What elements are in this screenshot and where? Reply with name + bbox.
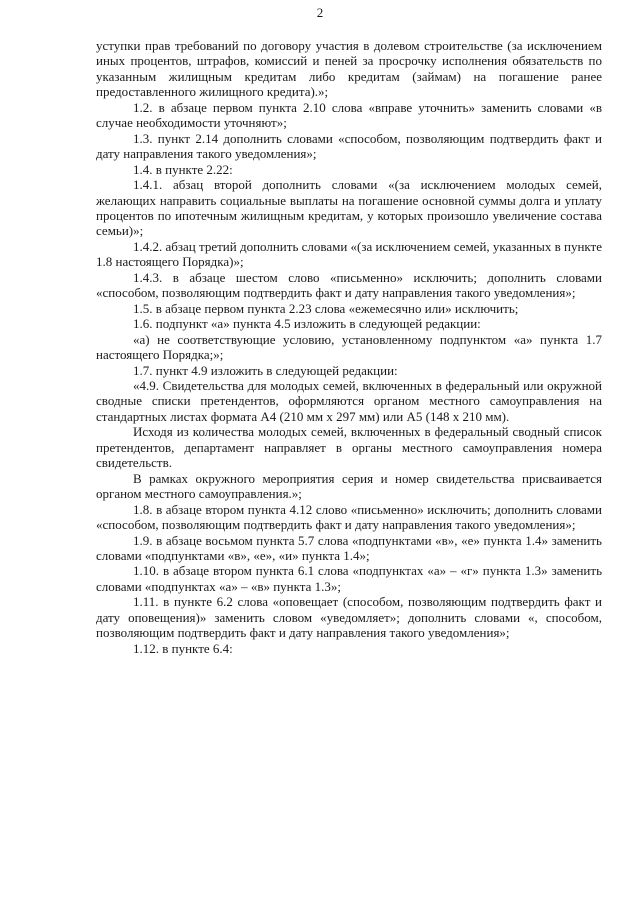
document-body [96, 38, 602, 656]
paragraph: 1.10. в абзаце втором пункта 6.1 слова «подпунктах «а» – «г» пункта 1.3» заменить словами «подпунктах «а» – «в» пункта 1.3»; [96, 563, 602, 594]
paragraph: 1.4.1. абзац второй дополнить словами «(за исключением молодых семей, желающих направить социальные выплаты на погашение основной суммы долга и уплату процентов по ипотечным жилищным кредитам, у которых произошло увеличение состава семьи)»; [96, 177, 602, 239]
paragraph: 1.9. в абзаце восьмом пункта 5.7 слова «подпунктами «в», «е» пункта 1.4» заменить словами «подпунктами «в», «е», «и» пункта 1.4»; [96, 532, 602, 563]
paragraph: «а) не соответствующие условию, установленному подпунктом «а» пункта 1.7 настоящего Порядка;»; [96, 331, 602, 363]
paragraph: 1.7. пункт 4.9 изложить в следующей редакции: [133, 362, 398, 378]
paragraph: Исходя из количества молодых семей, включенных в федеральный сводный список претендентов, департамент направляет в органы местного самоуправления номера свидетельств. [96, 424, 602, 471]
paragraph: 1.4.3. в абзаце шестом слово «письменно» исключить; дополнить словами «способом, позволяющим подтвердить факт и дату направления такого уведомления»; [96, 269, 602, 301]
paragraph: 1.4.2. абзац третий дополнить словами «(за исключением семей, указанных в пункте 1.8 настоящего Порядка)»; [96, 238, 602, 270]
paragraph: 1.3. пункт 2.14 дополнить словами «способом, позволяющим подтвердить факт и дату направления такого уведомления»; [96, 130, 602, 162]
paragraph: 1.8. в абзаце втором пункта 4.12 слово «письменно» исключить; дополнить словами «способом, позволяющим подтвердить факт и дату направления такого уведомления»; [96, 501, 602, 533]
paragraph: 1.4. в пункте 2.22: [133, 161, 233, 177]
page-number: 2 [316, 5, 324, 20]
paragraph: уступки прав требований по договору участия в долевом строительстве (за исключением иных процентов, штрафов, комиссий и пеней за просрочку исполнения обязательств по указанным жилищным кредитам либо кредитам (займам) на погашение ранее предоставленного жилищного кредита).»; [96, 38, 602, 100]
paragraph: 1.5. в абзаце первом пункта 2.23 слова «ежемесячно или» исключить; [133, 300, 519, 316]
paragraph: 1.11. в пункте 6.2 слова «оповещает (способом, позволяющим подтвердить факт и дату оповещения)» заменить словом «уведомляет»; дополнить словами «, способом, позволяющим подтвердить факт и дату направления такого уведомления»; [96, 594, 602, 641]
paragraph: В рамках окружного мероприятия серия и номер свидетельства присваивается органом местного самоуправления.»; [96, 470, 602, 502]
paragraph: 1.6. подпункт «а» пункта 4.5 изложить в следующей редакции: [133, 316, 481, 332]
paragraph: 1.12. в пункте 6.4: [133, 640, 233, 656]
paragraph: «4.9. Свидетельства для молодых семей, включенных в федеральный или окружной сводные списки претендентов, оформляются органом местного самоуправления на стандартных листах формата А4 (210 мм х 297 мм) или А5 (148 х 210 мм). [96, 377, 602, 424]
paragraph: 1.2. в абзаце первом пункта 2.10 слова «вправе уточнить» заменить словами «в случае необходимости уточняют»; [96, 99, 602, 131]
